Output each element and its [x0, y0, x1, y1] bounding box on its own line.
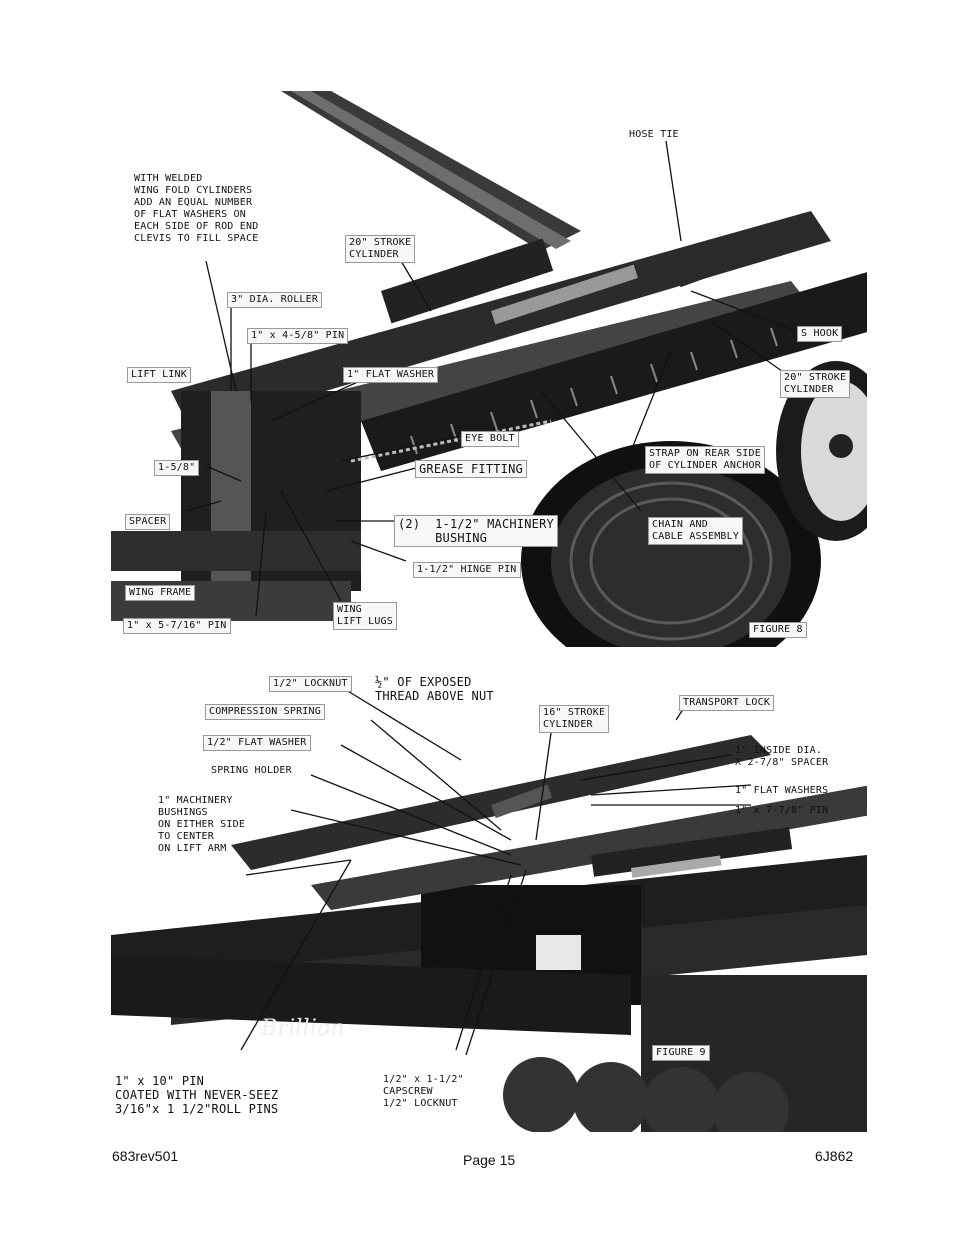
label-welded-note: WITH WELDED WING FOLD CYLINDERS ADD AN EQUAL NUMBER OF FLAT WASHERS ON EACH SIDE OF ROD END CLEVIS TO FILL SPACE — [134, 173, 259, 244]
label-pin-10-roll-pins: 1" x 10" PIN COATED WITH NEVER-SEEZ 3/16"x 1 1/2"ROLL PINS — [111, 1072, 282, 1118]
label-inside-dia-spacer: 1" INSIDE DIA. X 2-7/8" SPACER — [735, 745, 829, 768]
label-1-5-8: 1-5/8" — [154, 460, 199, 476]
label-wing-frame: WING FRAME — [125, 585, 195, 601]
footer-doc-id: 683rev501 — [112, 1148, 179, 1164]
label-pin-7-7-8: 1" x 7-7/8" PIN — [735, 805, 829, 816]
label-eye-bolt: EYE BOLT — [461, 431, 519, 447]
brillion-logo: Brillion — [261, 1016, 345, 1041]
footer-part-number: 6J862 — [815, 1148, 854, 1164]
figure-9-illustration — [111, 655, 867, 1132]
label-spacer: SPACER — [125, 514, 170, 530]
figure-9-caption: FIGURE 9 — [652, 1045, 710, 1061]
figure-9-photo — [111, 655, 867, 1132]
label-3in-roller: 3" DIA. ROLLER — [227, 292, 322, 308]
figure-8-photo — [111, 91, 867, 647]
label-chain-cable-assembly: CHAIN AND CABLE ASSEMBLY — [648, 517, 743, 545]
label-strap-rear-side: STRAP ON REAR SIDE OF CYLINDER ANCHOR — [645, 446, 765, 474]
label-20in-stroke-cylinder-right: 20" STROKE CYLINDER — [780, 370, 850, 398]
label-pin-4-5-8: 1" x 4-5/8" PIN — [247, 328, 348, 344]
label-1in-flat-washers: 1" FLAT WASHERS — [735, 785, 829, 796]
label-lift-link: LIFT LINK — [127, 367, 191, 383]
label-spring-holder: SPRING HOLDER — [211, 765, 292, 776]
label-hinge-pin: 1-1/2" HINGE PIN — [413, 562, 521, 578]
figure-8-caption: FIGURE 8 — [749, 622, 807, 638]
footer-page-number: Page 15 — [463, 1152, 516, 1168]
label-machinery-bushings: 1" MACHINERY BUSHINGS ON EITHER SIDE TO CENTER ON LIFT ARM — [158, 795, 246, 854]
label-pin-5-7-16: 1" x 5-7/16" PIN — [123, 618, 231, 634]
label-s-hook: S HOOK — [797, 326, 842, 342]
label-capscrew-locknut: 1/2" x 1-1/2" CAPSCREW 1/2" LOCKNUT — [379, 1072, 468, 1112]
label-compression-spring: COMPRESSION SPRING — [205, 704, 325, 720]
label-wing-lift-lugs: WING LIFT LUGS — [333, 602, 397, 630]
label-machinery-bushing: (2) 1-1/2" MACHINERY BUSHING — [394, 515, 558, 547]
label-locknut-top: 1/2" LOCKNUT — [269, 676, 352, 692]
label-1in-flat-washer: 1" FLAT WASHER — [343, 367, 438, 383]
label-hose-tie: HOSE TIE — [629, 129, 679, 140]
label-16in-stroke-cylinder: 16" STROKE CYLINDER — [539, 705, 609, 733]
label-20in-stroke-cylinder-left: 20" STROKE CYLINDER — [345, 235, 415, 263]
label-half-flat-washer: 1/2" FLAT WASHER — [203, 735, 311, 751]
label-grease-fitting: GREASE FITTING — [415, 460, 527, 478]
label-exposed-thread: ½" OF EXPOSED THREAD ABOVE NUT — [375, 675, 494, 703]
label-transport-lock: TRANSPORT LOCK — [679, 695, 774, 711]
